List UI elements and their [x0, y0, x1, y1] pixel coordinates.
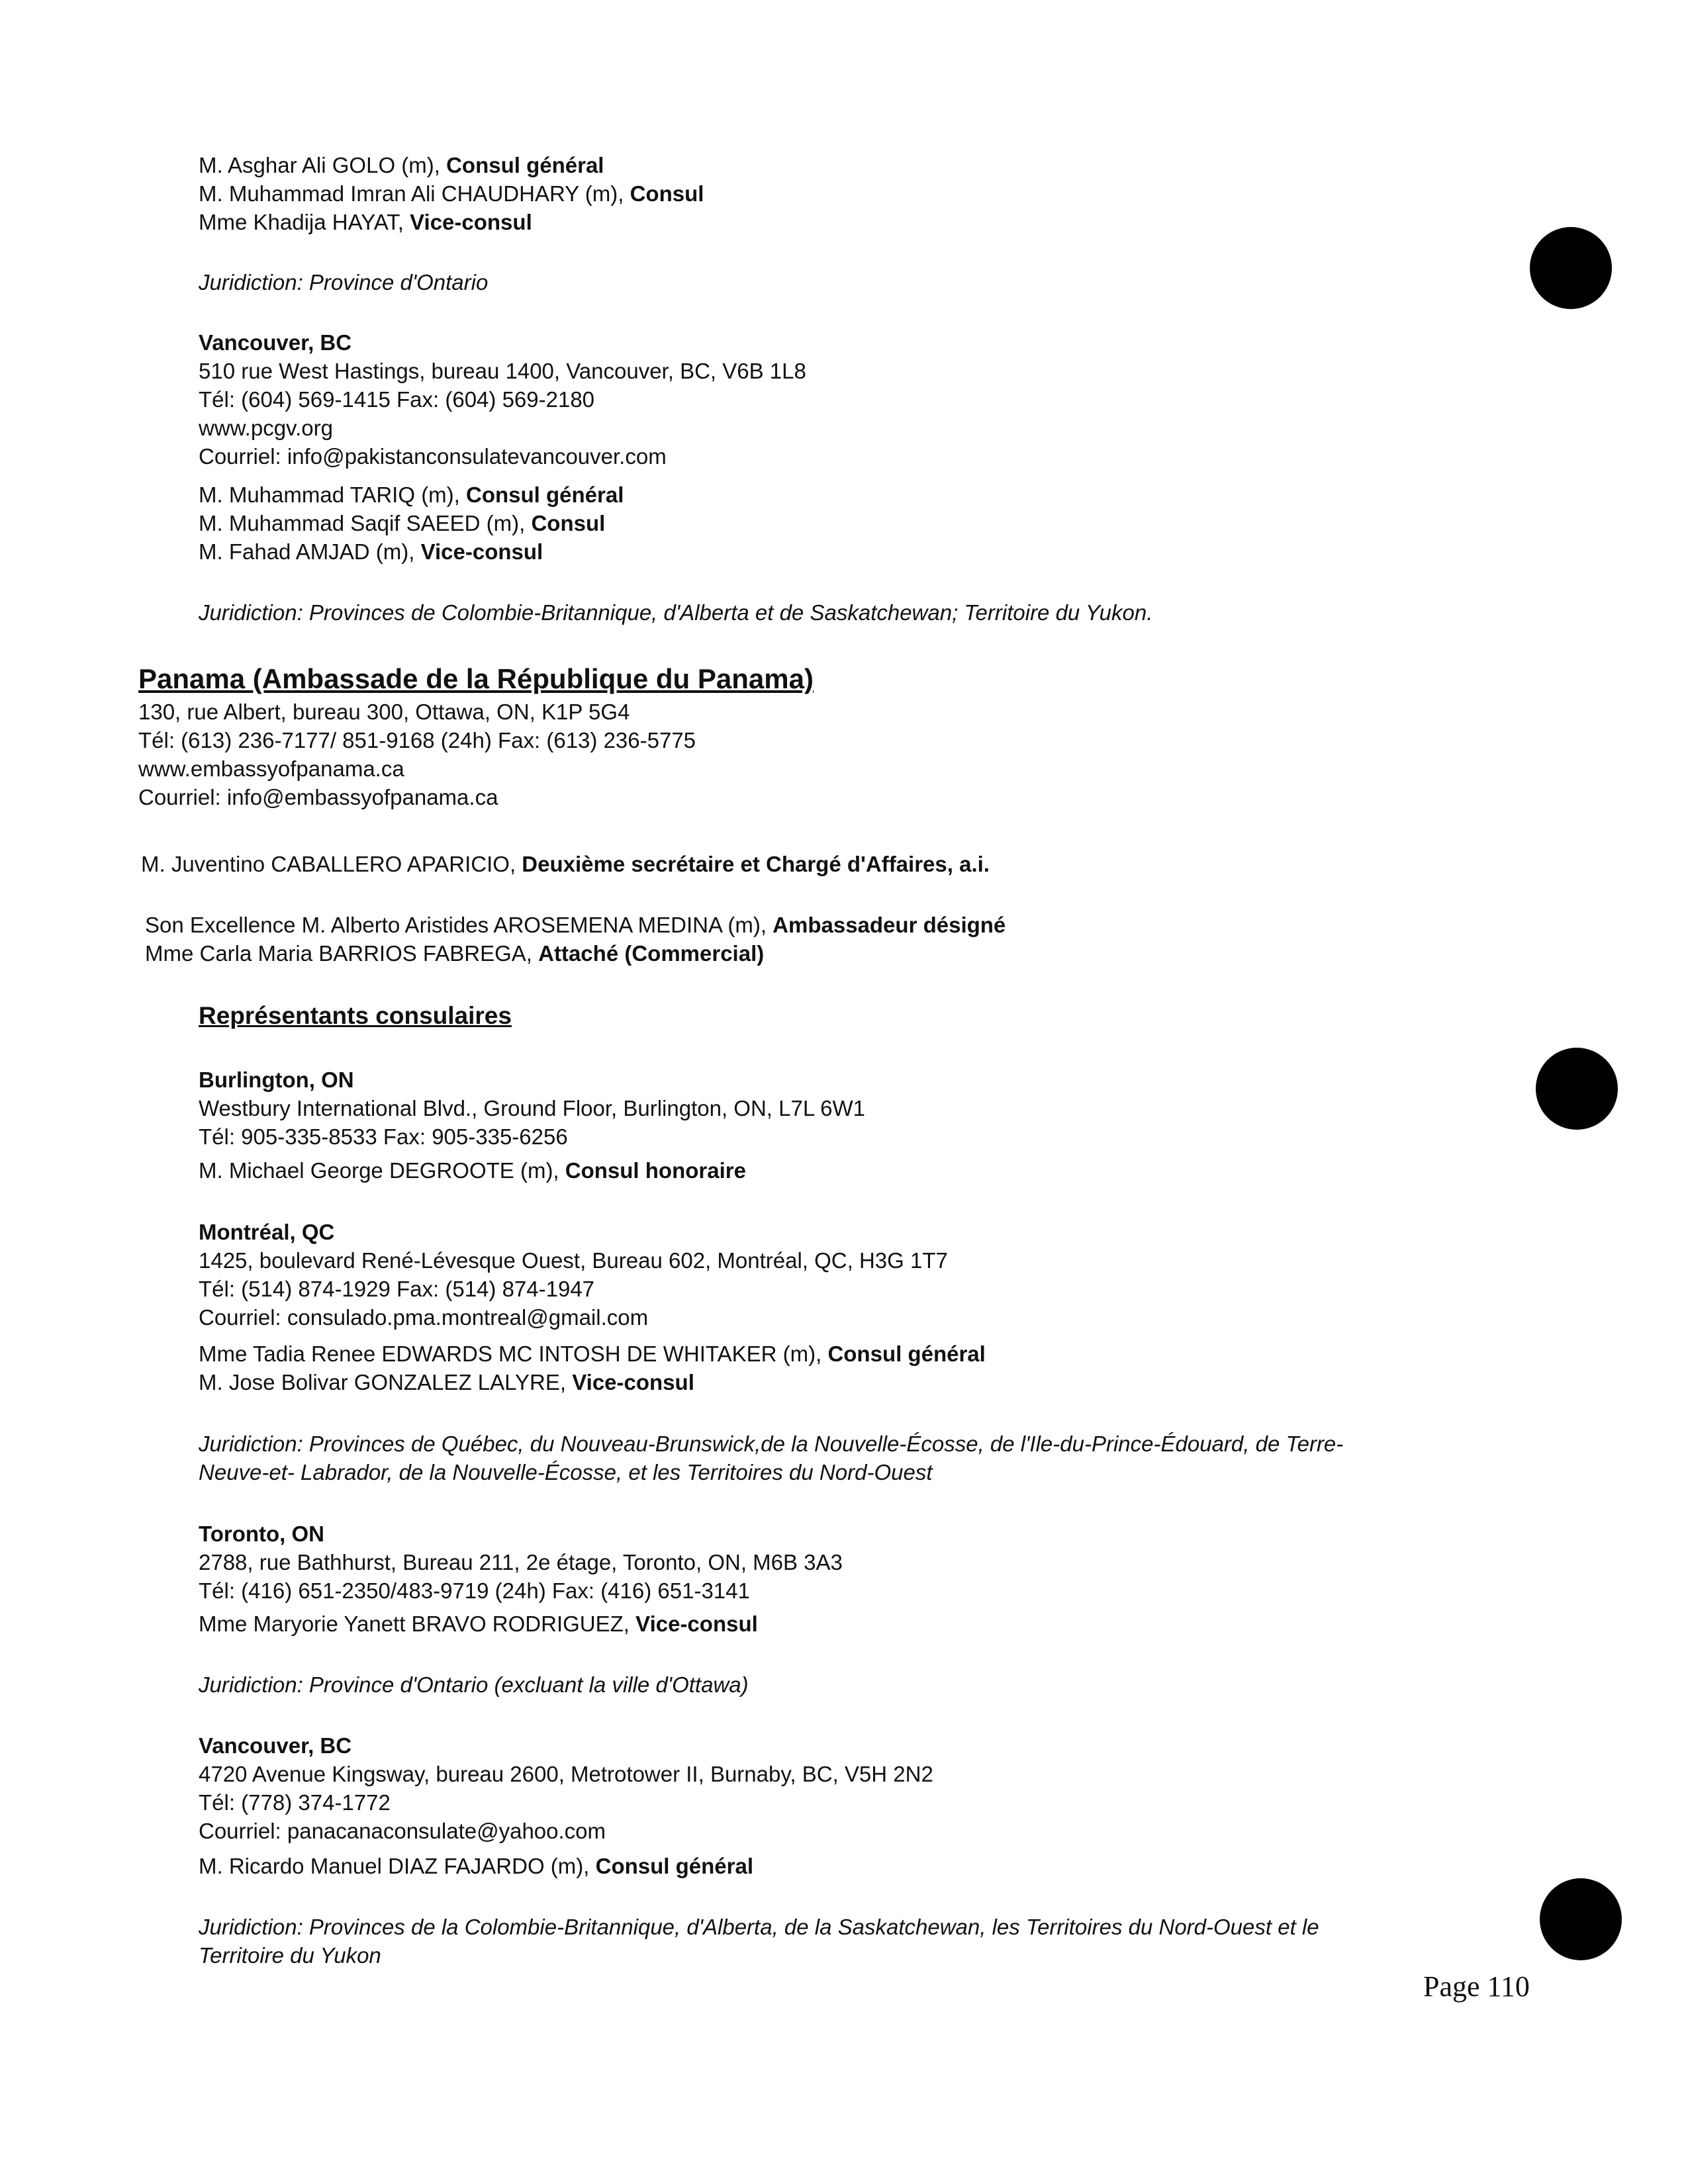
pakistan-toronto-officials	[199, 151, 704, 236]
office-burlington	[199, 1066, 865, 1151]
charge-affaires-line: M. Juventino CABALLERO APARICIO, Deuxième secrétaire et Chargé d'Affaires, a.i.	[141, 852, 990, 876]
office-city: Montréal, QC	[199, 1220, 335, 1244]
office-phone: Tél: 905-335-8533 Fax: 905-335-6256	[199, 1124, 568, 1149]
office-website: www.pcgv.org	[199, 416, 333, 440]
consular-representatives-heading: Représentants consulaires	[199, 1002, 512, 1029]
punch-hole-middle	[1536, 1048, 1618, 1130]
official-line: M. Muhammad Imran Ali CHAUDHARY (m), Consul	[199, 181, 704, 206]
office-phone: Tél: (416) 651-2350/483-9719 (24h) Fax: (416) 651-3141	[199, 1578, 750, 1603]
office-email: Courriel: panacanaconsulate@yahoo.com	[199, 1819, 606, 1843]
pakistan-vancouver-office	[199, 328, 806, 471]
office-email: Courriel: info@pakistanconsulatevancouver.com	[199, 444, 667, 469]
office-phone: Tél: (514) 874-1929 Fax: (514) 874-1947	[199, 1277, 595, 1301]
pakistan-vancouver-officials	[199, 480, 624, 566]
embassy-website: www.embassyofpanama.ca	[138, 756, 404, 781]
office-city: Toronto, ON	[199, 1522, 325, 1546]
official-line: M. Muhammad TARIQ (m), Consul général	[199, 482, 624, 507]
montreal-officials	[199, 1340, 986, 1396]
official-line: M. Ricardo Manuel DIAZ FAJARDO (m), Consul général	[199, 1854, 753, 1878]
official-line: Mme Tadia Renee EDWARDS MC INTOSH DE WHITAKER (m), Consul général	[199, 1342, 986, 1366]
office-address: Westbury International Blvd., Ground Floor, Burlington, ON, L7L 6W1	[199, 1096, 865, 1120]
official-line: M. Michael George DEGROOTE (m), Consul honoraire	[199, 1158, 746, 1183]
official-line: M. Jose Bolivar GONZALEZ LALYRE, Vice-consul	[199, 1370, 694, 1394]
office-address: 1425, boulevard René-Lévesque Ouest, Bureau 602, Montréal, QC, H3G 1T7	[199, 1248, 948, 1273]
office-email: Courriel: consulado.pma.montreal@gmail.com	[199, 1305, 649, 1330]
office-toronto	[199, 1520, 843, 1605]
pakistan-toronto-jurisdiction: Juridiction: Province d'Ontario	[199, 270, 489, 295]
office-address: 4720 Avenue Kingsway, bureau 2600, Metrotower II, Burnaby, BC, V5H 2N2	[199, 1762, 933, 1786]
official-line: Mme Carla Maria BARRIOS FABREGA, Attaché (Commercial)	[145, 941, 765, 966]
montreal-jurisdiction: Juridiction: Provinces de Québec, du Nouveau-Brunswick,de la Nouvelle-Écosse, de l'Ile-du-Prince-Édouard, de Terre- Neuve-et- Labrador, de la Nouvelle-Écosse, et les Territoires du Nord-Ouest	[199, 1432, 1344, 1484]
embassy-phone: Tél: (613) 236-7177/ 851-9168 (24h) Fax: (613) 236-5775	[138, 728, 696, 752]
official-line: Mme Maryorie Yanett BRAVO RODRIGUEZ, Vice-consul	[199, 1612, 758, 1636]
embassy-address: 130, rue Albert, bureau 300, Ottawa, ON, K1P 5G4	[138, 700, 630, 724]
pakistan-vancouver-jurisdiction: Juridiction: Provinces de Colombie-Britannique, d'Alberta et de Saskatchewan; Territoire du Yukon.	[199, 600, 1153, 625]
toronto-jurisdiction: Juridiction: Province d'Ontario (excluant la ville d'Ottawa)	[199, 1672, 749, 1697]
office-address: 2788, rue Bathhurst, Bureau 211, 2e étage, Toronto, ON, M6B 3A3	[199, 1550, 843, 1574]
office-city: Burlington, ON	[199, 1068, 354, 1092]
embassy-email: Courriel: info@embassyofpanama.ca	[138, 785, 498, 809]
office-phone: Tél: (604) 569-1415 Fax: (604) 569-2180	[199, 387, 595, 412]
office-vancouver	[199, 1731, 933, 1845]
office-phone: Tél: (778) 374-1772	[199, 1790, 391, 1815]
vancouver-jurisdiction: Juridiction: Provinces de la Colombie-Britannique, d'Alberta, de la Saskatchewan, les Territoires du Nord-Ouest et le Territoire du Yukon	[199, 1915, 1319, 1968]
official-line: M. Asghar Ali GOLO (m), Consul général	[199, 153, 604, 177]
office-city: Vancouver, BC	[199, 1733, 352, 1758]
official-line: M. Muhammad Saqif SAEED (m), Consul	[199, 511, 606, 535]
official-line: Son Excellence M. Alberto Aristides AROSEMENA MEDINA (m), Ambassadeur désigné	[145, 913, 1006, 937]
page-number: Page 110	[1423, 1970, 1530, 2003]
office-city: Vancouver, BC	[199, 330, 352, 355]
country-heading-panama: Panama (Ambassade de la République du Panama)	[138, 663, 814, 694]
official-line: M. Fahad AMJAD (m), Vice-consul	[199, 539, 543, 564]
office-montreal	[199, 1218, 948, 1332]
office-address: 510 rue West Hastings, bureau 1400, Vancouver, BC, V6B 1L8	[199, 359, 806, 383]
punch-hole-bottom	[1540, 1878, 1622, 1960]
panama-embassy-contact	[138, 698, 696, 811]
official-line: Mme Khadija HAYAT, Vice-consul	[199, 210, 532, 234]
punch-hole-top	[1530, 227, 1612, 309]
embassy-staff	[145, 911, 1006, 968]
